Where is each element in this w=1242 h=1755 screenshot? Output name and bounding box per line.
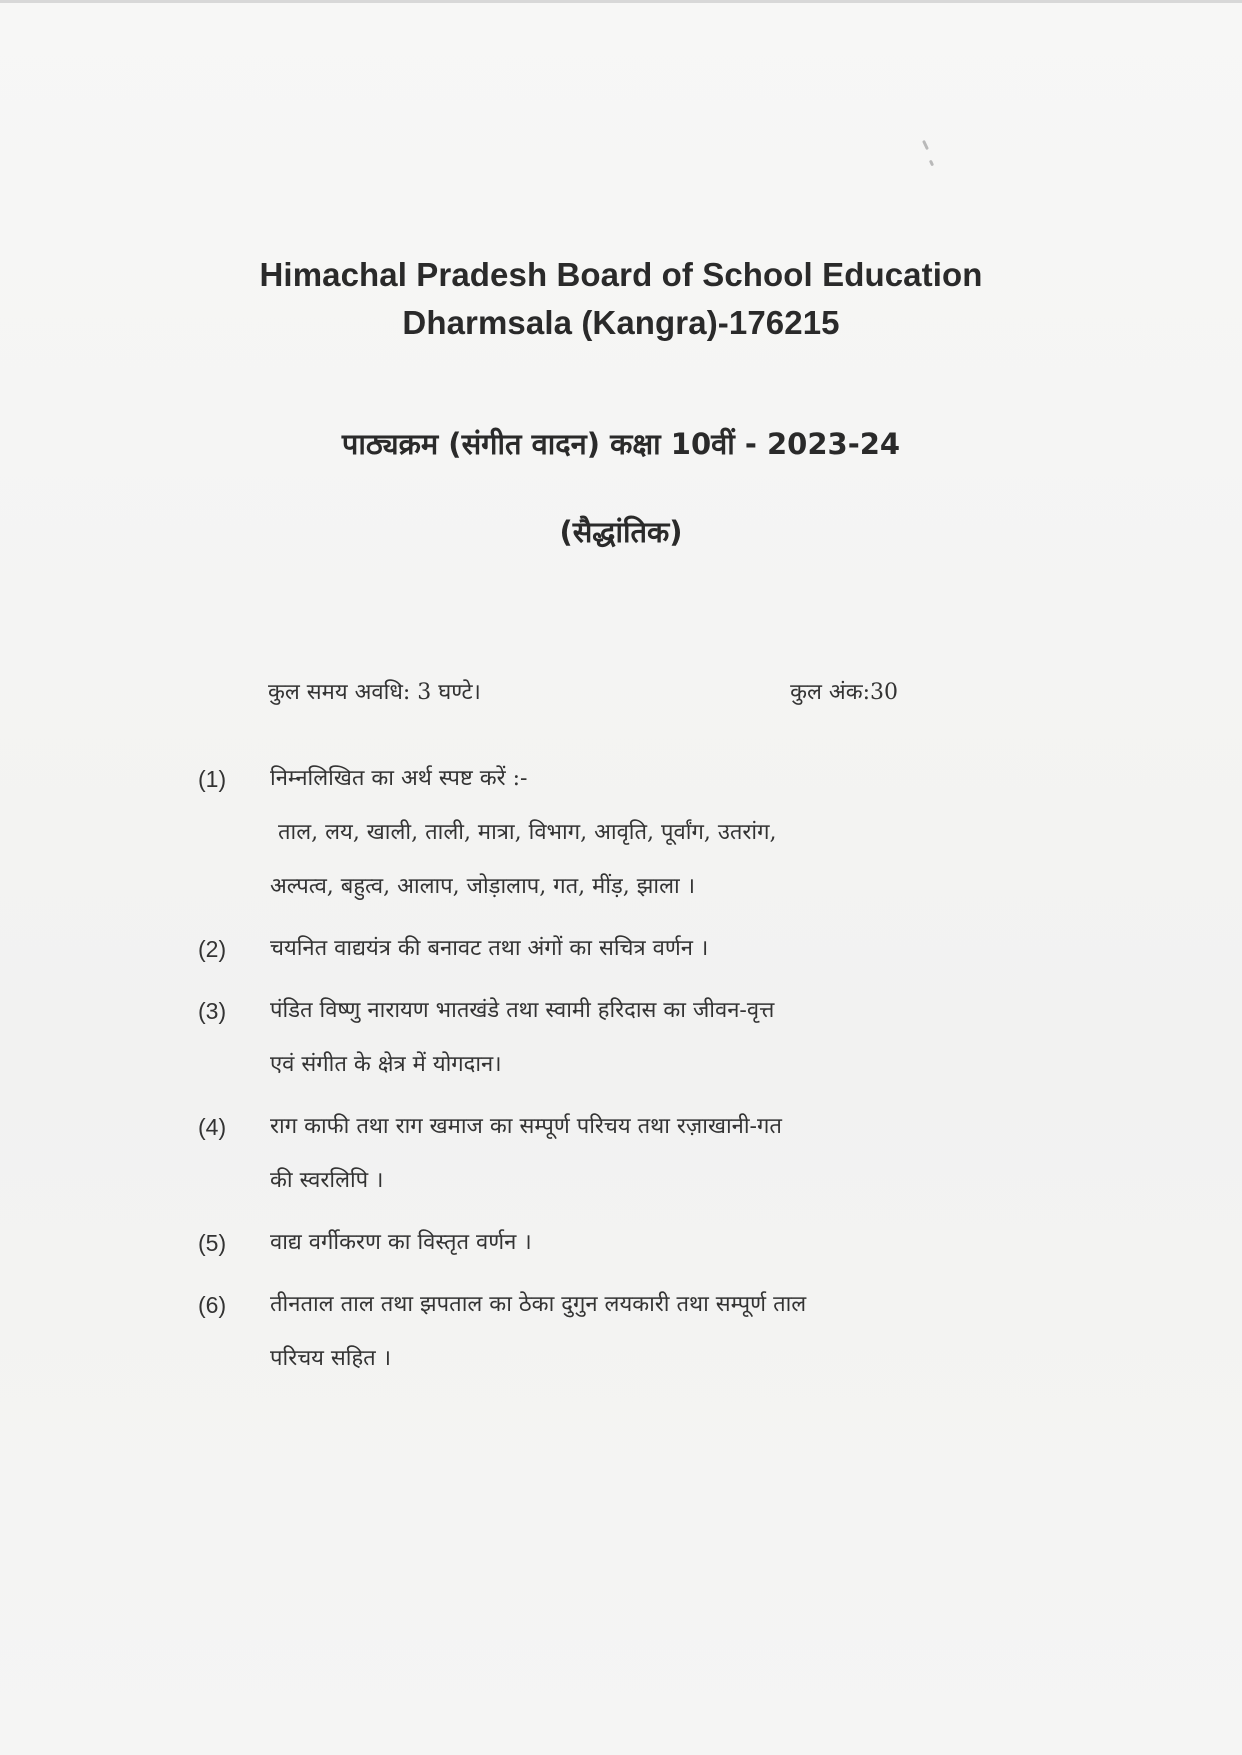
question-line: की स्वरलिपि । [270, 1168, 384, 1193]
question-list [198, 752, 998, 1386]
paper-speck [922, 140, 929, 150]
question-item [198, 1278, 998, 1386]
page-top-edge [0, 0, 1242, 3]
question-number: (4) [198, 1114, 227, 1140]
question-line: राग काफी तथा राग खमाज का सम्पूर्ण परिचय तथा रज़ाखानी-गत [270, 1114, 782, 1139]
course-title: पाठ्यक्रम (संगीत वादन) कक्षा 10वीं - 2023-24 [341, 427, 901, 461]
course-subtitle: (सैद्धांतिक) [559, 515, 683, 549]
question-number: (3) [198, 998, 227, 1024]
question-line: ताल, लय, खाली, ताली, मात्रा, विभाग, आवृति, पूर्वांग, उतरांग, [278, 820, 777, 845]
question-number: (1) [198, 766, 227, 792]
question-line: वाद्य वर्गीकरण का विस्तृत वर्णन । [270, 1230, 532, 1255]
question-line: पंडित विष्णु नारायण भातखंडे तथा स्वामी हरिदास का जीवन-वृत्त [270, 998, 775, 1023]
question-line: एवं संगीत के क्षेत्र में योगदान। [270, 1052, 502, 1077]
board-address: Dharmsala (Kangra)-176215 [402, 304, 840, 341]
marks-text: कुल अंक:30 [790, 680, 898, 705]
question-number: (2) [198, 936, 227, 962]
question-line: अल्पत्व, बहुत्व, आलाप, जोड़ालाप, गत, मींड़, झाला । [270, 874, 696, 899]
question-item [198, 922, 998, 976]
question-item [198, 1216, 998, 1270]
question-item [198, 1100, 998, 1208]
paper-speck [929, 160, 934, 167]
question-item [198, 984, 998, 1092]
question-line: चयनित वाद्ययंत्र की बनावट तथा अंगों का सचित्र वर्णन । [270, 936, 709, 961]
question-number: (6) [198, 1292, 227, 1318]
duration-text: कुल समय अवधि: 3 घण्टे। [268, 680, 481, 705]
question-line: निम्नलिखित का अर्थ स्पष्ट करें :- [270, 766, 528, 791]
board-name: Himachal Pradesh Board of School Education [259, 256, 983, 293]
question-number: (5) [198, 1230, 227, 1256]
question-item [198, 752, 998, 914]
question-line: परिचय सहित । [270, 1346, 392, 1371]
question-line: तीनताल ताल तथा झपताल का ठेका दुगुन लयकारी तथा सम्पूर्ण ताल [270, 1292, 807, 1317]
